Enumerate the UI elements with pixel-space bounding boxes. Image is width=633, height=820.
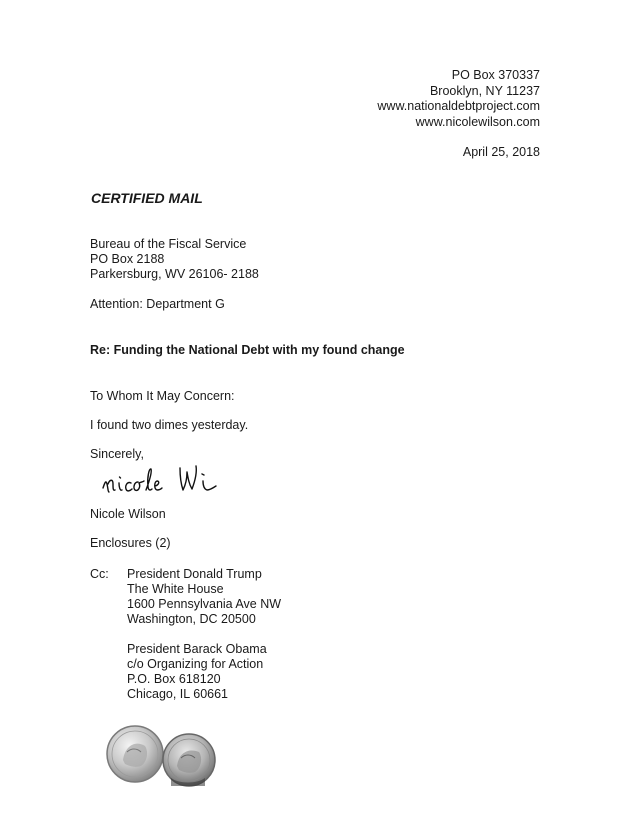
enclosures-note: Enclosures (2): [90, 536, 171, 550]
cc-recipient-1-line4: Washington, DC 20500: [127, 612, 256, 626]
dime-left: [107, 726, 163, 782]
cc-recipient-1-line3: 1600 Pennsylvania Ave NW: [127, 597, 282, 611]
cc-recipient-2-line2: c/o Organizing for Action: [127, 657, 264, 671]
letter-date: April 25, 2018: [462, 145, 540, 159]
sender-website-1: www.nationaldebtproject.com: [377, 99, 540, 113]
sender-address-line1: PO Box 370337: [451, 68, 540, 82]
handwritten-signature: [100, 462, 240, 502]
dime-right: [163, 734, 215, 786]
message-text: I found two dimes yesterday.: [90, 418, 249, 432]
recipient-name: Bureau of the Fiscal Service: [90, 237, 247, 251]
recipient-attention: Attention: Department G: [90, 297, 225, 311]
two-dimes-image: [105, 722, 225, 792]
recipient-city-state-zip: Parkersburg, WV 26106- 2188: [90, 267, 259, 281]
sender-address-line2: Brooklyn, NY 11237: [429, 84, 540, 98]
salutation: To Whom It May Concern:: [90, 389, 235, 403]
cc-recipient-2-line3: P.O. Box 618120: [127, 672, 221, 686]
signer-name: Nicole Wilson: [90, 507, 166, 521]
cc-recipient-2-line1: President Barack Obama: [127, 642, 267, 656]
closing: Sincerely,: [90, 447, 144, 461]
recipient-po-box: PO Box 2188: [90, 252, 165, 266]
cc-recipient-1-line2: The White House: [127, 582, 224, 596]
cc-recipient-2-line4: Chicago, IL 60661: [127, 687, 229, 701]
cc-label: Cc:: [90, 567, 109, 581]
certified-mail-heading: CERTIFIED MAIL: [91, 190, 203, 206]
cc-recipient-1-line1: President Donald Trump: [127, 567, 262, 581]
sender-website-2: www.nicolewilson.com: [415, 115, 540, 129]
subject-line: Re: Funding the National Debt with my found change: [90, 343, 405, 357]
